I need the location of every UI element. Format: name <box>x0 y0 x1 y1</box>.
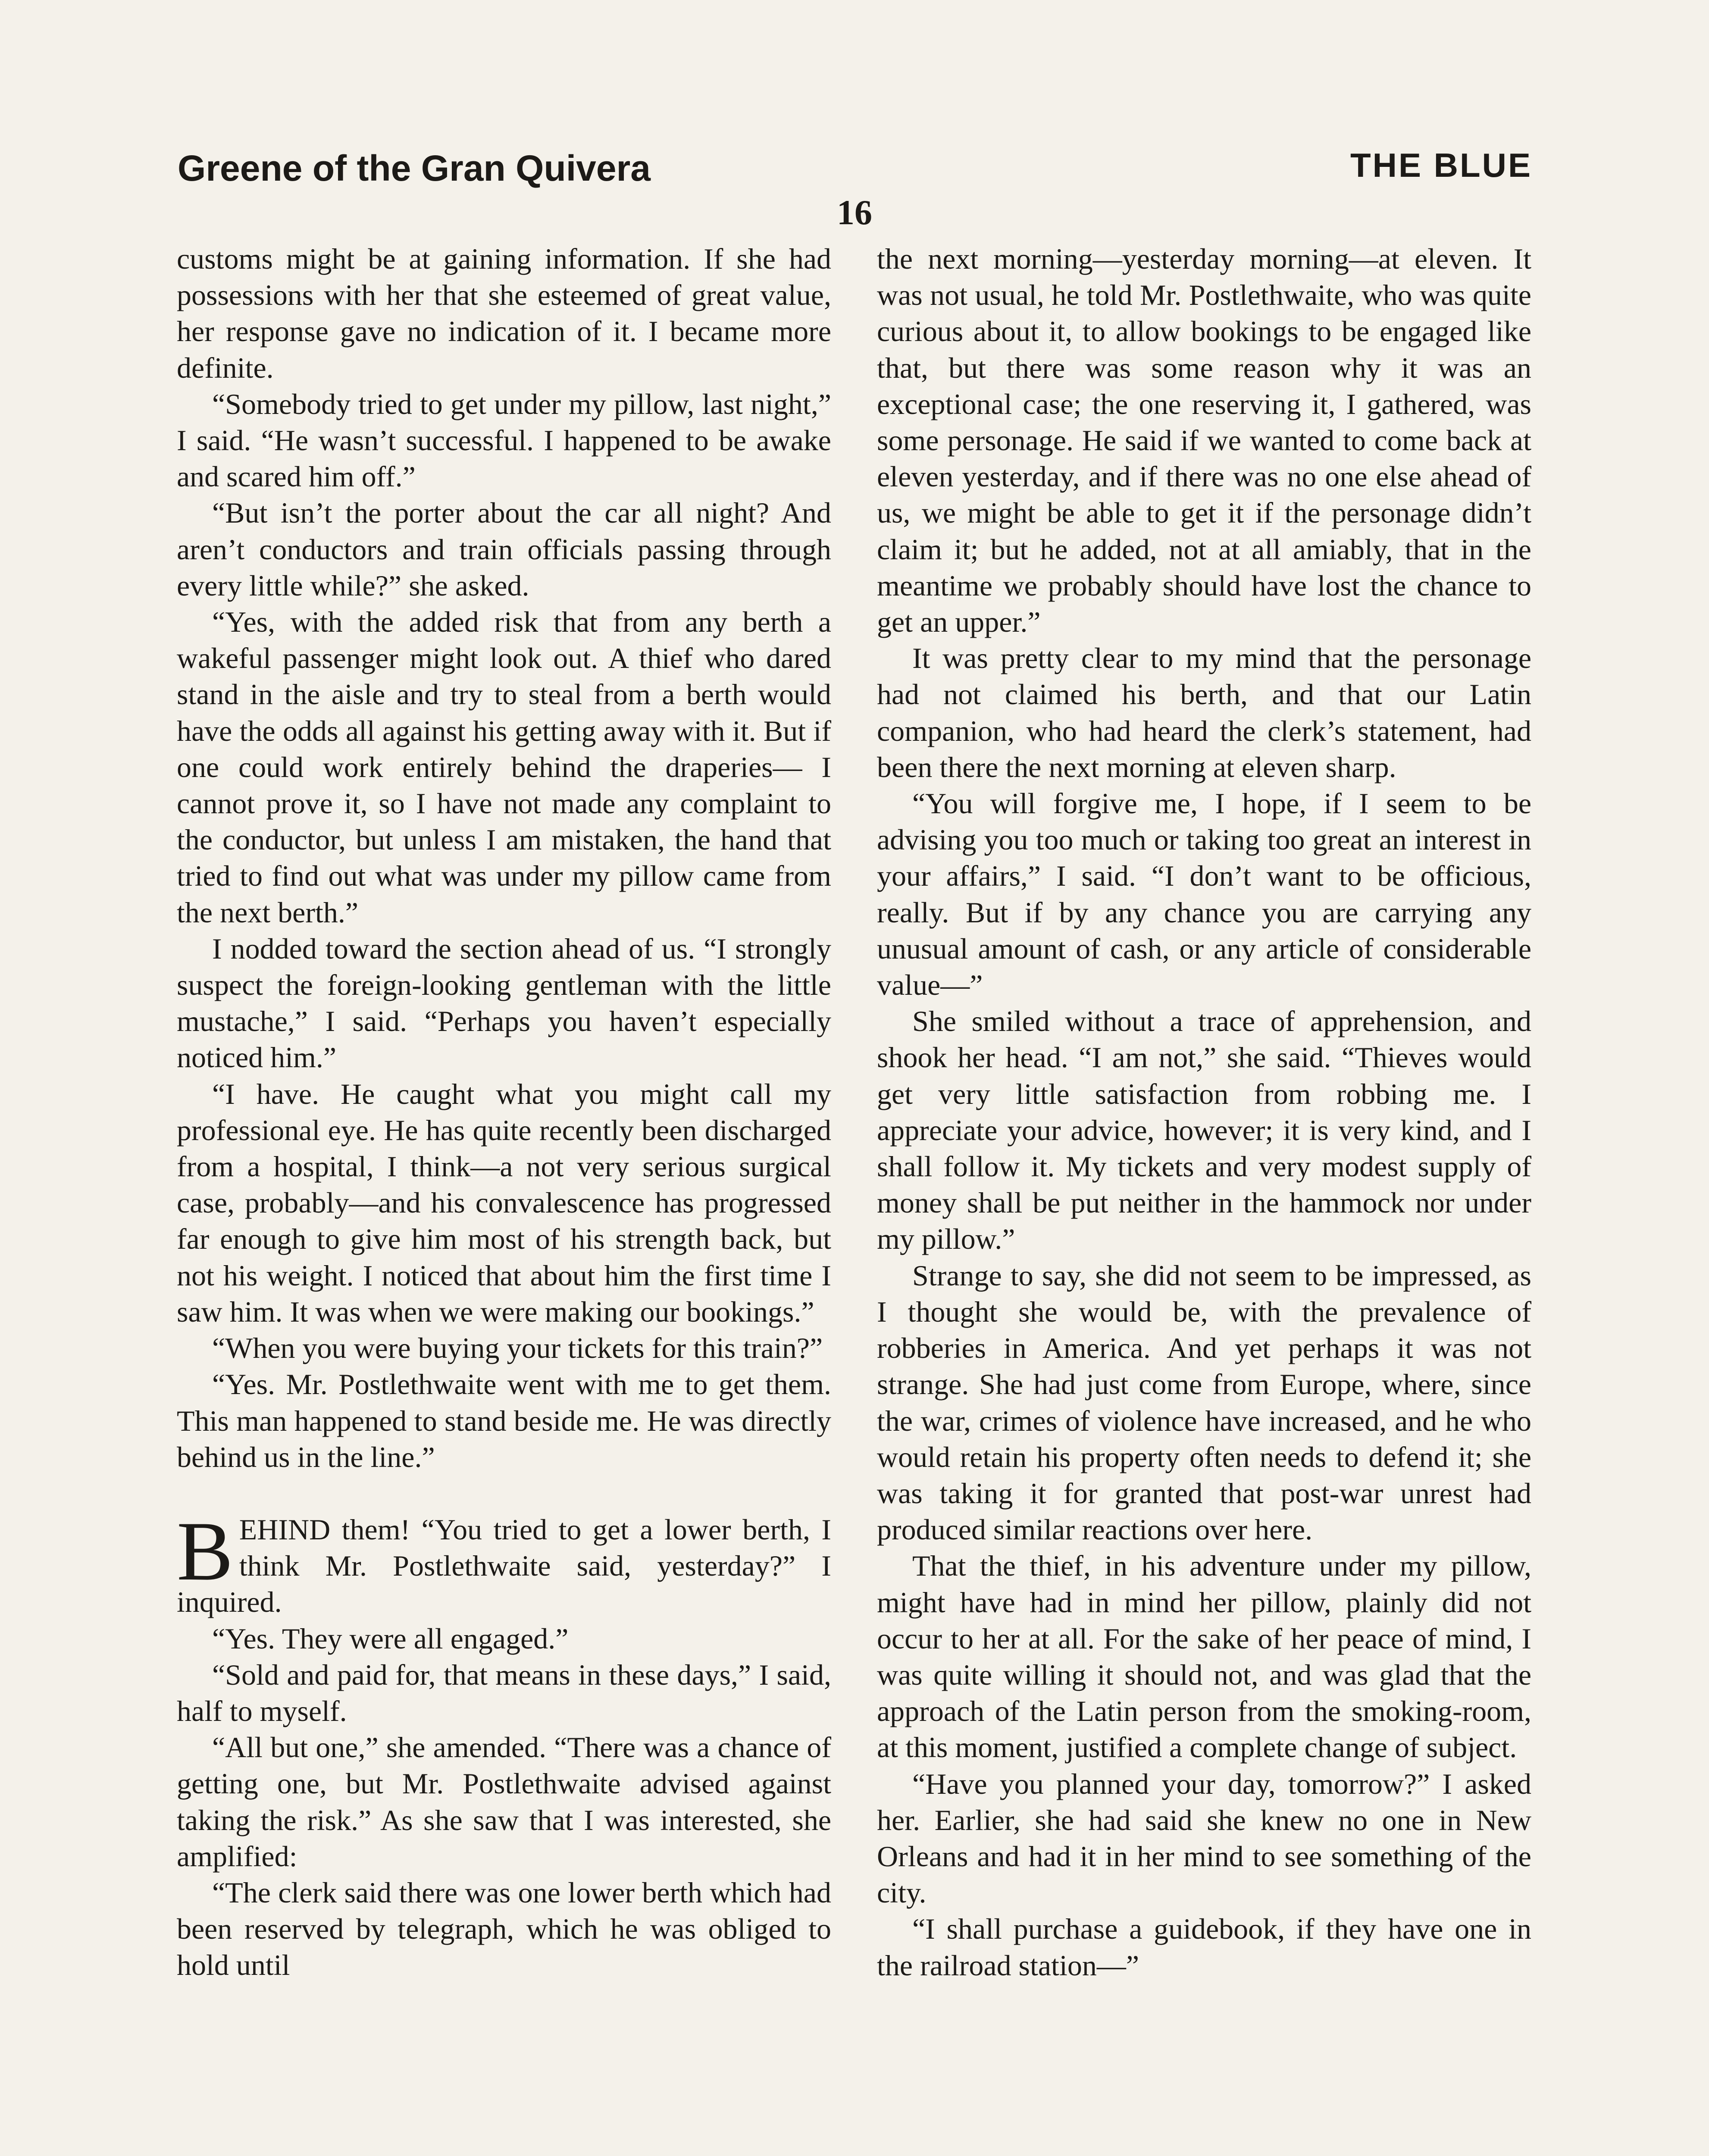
paragraph: “You will forgive me, I hope, if I seem to be advising you too much or taking too great an interest in your affairs,” I said. “I don’t want to be officious, really. But if by any chance you are carrying any unusual amount of cash, or any article of considerable value—” <box>877 787 1531 1002</box>
paragraph: “I have. He caught what you might call my professional eye. He has quite recently been discharged from a hospital, I think—a not very serious surgical case, probably—and his convalescence has progressed far enough to give him most of his strength back, but not his weight. I noticed that about him the first time I saw him. It was when we were making our bookings.” <box>177 1077 831 1328</box>
paragraph: “Yes. Mr. Postlethwaite went with me to get them. This man happened to stand beside me. He was directly behind us in the line.” <box>177 1368 831 1473</box>
paragraph: “Yes, with the added risk that from any berth a wakeful passenger might look out. A thief who dared stand in the aisle and try to steal from a berth would have the odds all against his getting away with it. But if one could work entirely behind the draperies— I cannot prove it, so I have not made any complaint to the conductor, but unless I am mistaken, the hand that tried to find out what was under my pillow came from the next berth.” <box>177 605 831 929</box>
paragraph: Strange to say, she did not seem to be impressed, as I thought she would be, with the prevalence of robberies in America. And yet perhaps it was not strange. She had just come from Europe, where, since the war, crimes of violence have increased, and he who would retain his property often needs to defend it; she was taking it for granted that post-war unrest had produced similar reactions over here. <box>877 1259 1531 1546</box>
paragraph: She smiled without a trace of apprehension, and shook her head. “I am not,” she said. “Thieves would get very little satisfaction from robbing me. I appreciate your advice, however; it is very kind, and I shall follow it. My tickets and very modest supply of money shall be put neither in the hammock nor under my pillow.” <box>877 1005 1531 1256</box>
paragraph: “But isn’t the porter about the car all night? And aren’t conductors and train officials passing through every little while?” she asked. <box>177 496 831 602</box>
page-number: 16 <box>837 193 872 232</box>
paragraph: “I shall purchase a guidebook, if they have one in the railroad station—” <box>877 1912 1531 1982</box>
paragraph: It was pretty clear to my mind that the personage had not claimed his berth, and that our Latin companion, who had heard the clerk’s statement, had been there the next morning at eleven sharp. <box>877 642 1531 783</box>
left-column <box>177 241 831 1984</box>
paragraph: That the thief, in his adventure under my pillow, might have had in mind her pillow, plainly did not occur to her at all. For the sake of her peace of mind, I was quite willing it should not, and was glad that the approach of the Latin person from the smoking-room, at this moment, justified a complete change of subject. <box>877 1549 1531 1764</box>
paragraph: “Sold and paid for, that means in these days,” I said, half to myself. <box>177 1658 831 1727</box>
right-column <box>877 241 1531 1984</box>
paragraph: “All but one,” she amended. “There was a chance of getting one, but Mr. Postlethwaite advised against taking the risk.” As she saw that I was interested, she amplified: <box>177 1731 831 1873</box>
magazine-name: THE BLUE <box>1350 146 1532 184</box>
paragraph: the next morning—yesterday morning—at eleven. It was not usual, he told Mr. Postlethwaite, who was quite curious about it, to allow bookings to be engaged like that, but there was some reason why it was an exceptional case; the one reserving it, I gathered, was some personage. He said if we wanted to come back at eleven yesterday, and if there was no one else ahead of us, we might be able to get it if the personage didn’t claim it; but he added, not at all amiably, that in the meantime we probably should have lost the chance to get an upper.” <box>877 242 1531 639</box>
dropcap-paragraph <box>177 1504 831 1620</box>
paragraph: “Somebody tried to get under my pillow, last night,” I said. “He wasn’t successful. I happened to be awake and scared him off.” <box>177 387 831 493</box>
paragraph: I nodded toward the section ahead of us. “I strongly suspect the foreign-looking gentleman with the little mustache,” I said. “Perhaps you haven’t especially noticed him.” <box>177 932 831 1074</box>
paragraph: “Yes. They were all engaged.” <box>212 1622 569 1655</box>
paragraph: “Have you planned your day, tomorrow?” I asked her. Earlier, she had said she knew no one in New Orleans and had it in her mind to see something of the city. <box>877 1767 1531 1909</box>
paragraph: “When you were buying your tickets for this train?” <box>212 1332 823 1365</box>
dropcap-paragraph-text: EHIND them! “You tried to get a lower berth, I think Mr. Postlethwaite said, yesterday?” I inquired. <box>177 1513 831 1619</box>
drop-cap-letter: B <box>177 1504 233 1598</box>
paragraph: “The clerk said there was one lower berth which had been reserved by telegraph, which he was obliged to hold until <box>177 1876 831 1982</box>
story-title: Greene of the Gran Quivera <box>178 148 651 188</box>
paragraph: customs might be at gaining information. If she had possessions with her that she esteemed of great value, her response gave no indication of it. I became more definite. <box>177 242 831 384</box>
